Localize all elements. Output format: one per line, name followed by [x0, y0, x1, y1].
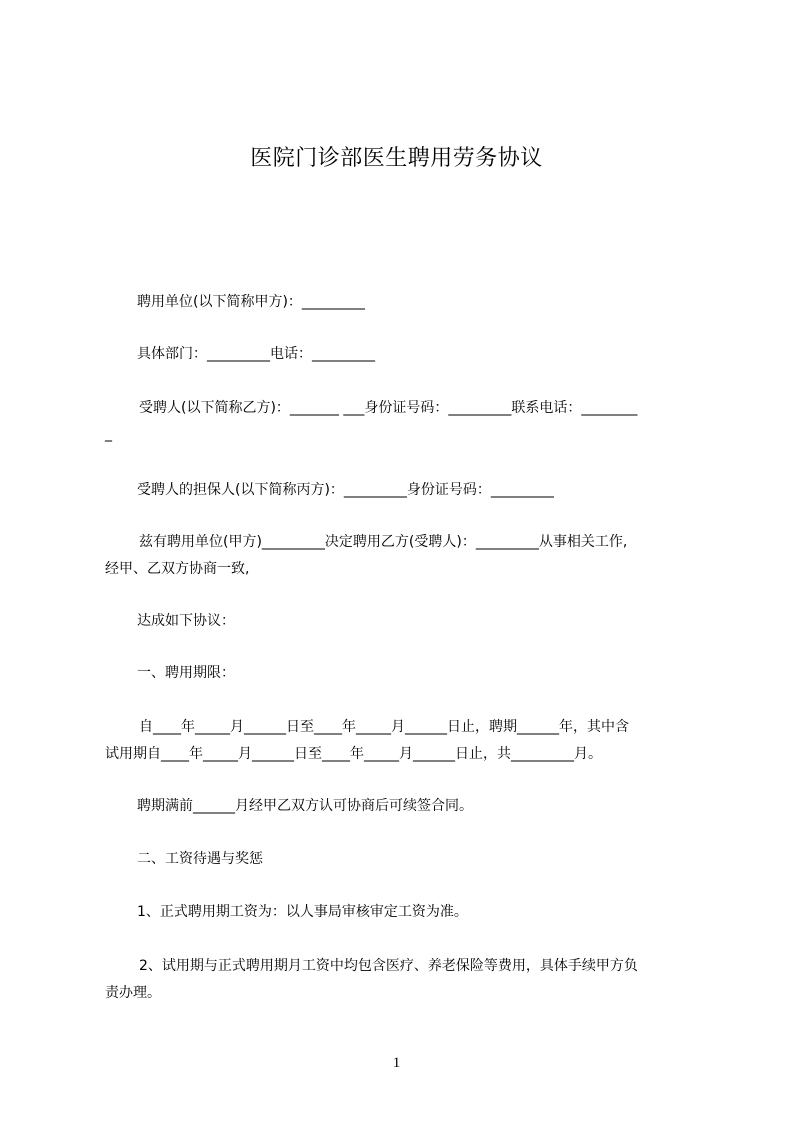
renewal-line: 聘期满前______月经甲乙双方认可协商后可续签合同。 [137, 798, 473, 814]
section-heading-term: 一、聘用期限： [137, 665, 235, 681]
salary-item-2-continued: 责办理。 [105, 985, 161, 1001]
employer-line: 聘用单位(以下简称甲方)：_________ [137, 294, 365, 310]
salary-item-1: 1、正式聘用期工资为：以人事局审核审定工资为准。 [137, 904, 468, 920]
guarantor-line: 受聘人的担保人(以下简称丙方)：_________身份证号码：_________ [137, 482, 554, 498]
term-line: 自____年_____月______日至____年_____月______日止，聘期______年，其中含 [139, 719, 629, 735]
salary-item-2: 2、试用期与正式聘用期月工资中均包含医疗、养老保险等费用，具体手续甲方负 [139, 958, 638, 974]
term-line-continued: 试用期自____年_____月______日至____年_____月______日止，共_________月。 [105, 746, 602, 762]
section-heading-salary: 二、工资待遇与奖惩 [137, 851, 263, 867]
department-line: 具体部门：_________电话：_________ [137, 346, 375, 362]
intro-line-continued: 经甲、乙双方协商一致, [105, 561, 250, 577]
page-number: 1 [392, 1055, 401, 1071]
employee-line-continued: _ [105, 426, 112, 442]
agreement-line: 达成如下协议： [137, 613, 235, 629]
intro-line: 兹有聘用单位(甲方)_________决定聘用乙方(受聘人)：_________从事相关工作, [139, 534, 628, 550]
page-title: 医院门诊部医生聘用劳务协议 [250, 146, 543, 171]
employee-line: 受聘人(以下简称乙方)：_______ ___身份证号码：_________联系电话：________ [139, 400, 638, 416]
